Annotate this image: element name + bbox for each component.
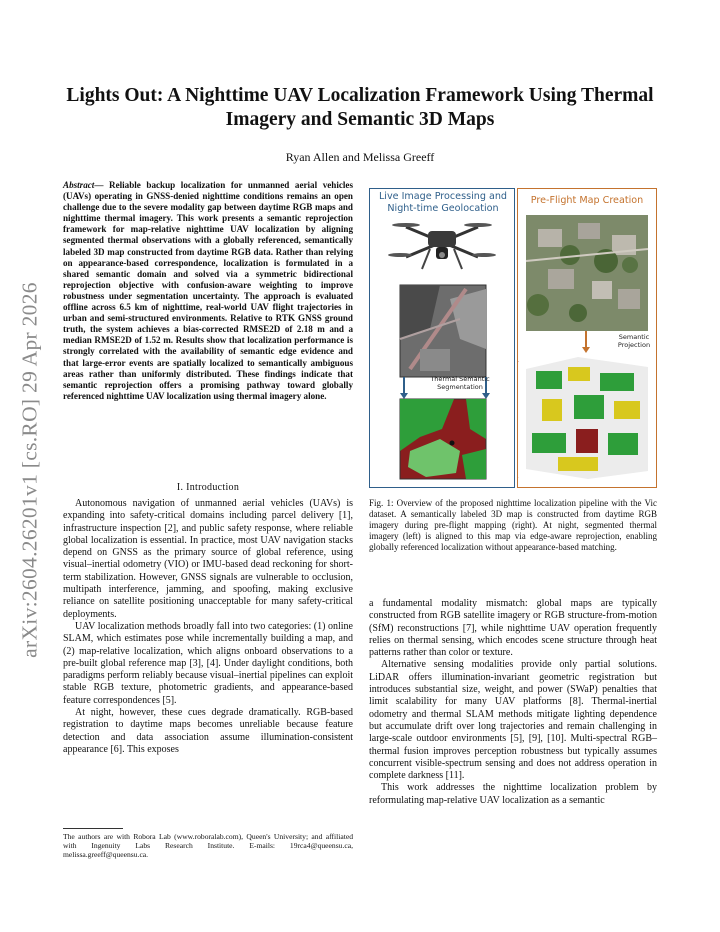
footnote: The authors are with Robora Lab (www.roboralab.com), Queen's University; and affiliated with Ingenuity Labs Research Institute. E-mails: 19rca4@queensu.ca, melissa.greeff@queensu.ca. [63,832,353,860]
arxiv-identifier: arXiv:2604.26201v1 [cs.RO] 29 Apr 2026 [17,282,42,658]
thermal-segmentation-label: Thermal Semantic Segmentation [430,375,490,391]
figure-right-panel [517,188,657,488]
figure-right-label: Pre-Flight Map Creation [530,195,644,206]
left-panel-graphics [370,189,514,485]
paragraph: a fundamental modality mismatch: global maps are typically constructed from RGB satellite imagery or RGB structure-from-motion (SfM) reconstructions [7], while nighttime UAV operation frequently relies on thermal sensing, which encodes scene structure through heat patterns rather than color or texture. [369,598,657,659]
paragraph: Autonomous navigation of unmanned aerial vehicles (UAVs) is expanding into safety-critical domains including parcel delivery [1], infrastructure inspection [2], and public safety response, where reliable global localization is essential. In practice, most UAV navigation stacks depend on GNSS as the primary source of global reference, using visual–inertial odometry (VIO) or IMU-based dead reckoning for short-term stabilization. However, GNSS signals are vulnerable to occlusion, multipath interference, jamming, and spoofing, making exclusive reliance on satellite positioning unacceptable for many safety-critical deployments. [63,498,353,620]
paragraph: UAV localization methods broadly fall into two categories: (1) online SLAM, which estimates pose while incrementally building a map, and (2) map-relative localization, which aligns onboard observations to a pre-built global reference map [3], [4]. Under daylight conditions, both paradigms perform reliably because visual–inertial pipelines can exploit stable RGB texture, photometric gradients, and appearance-based feature correspondences [5]. [63,620,353,706]
segmentation-image [400,399,486,479]
semantic-map [526,357,648,479]
drone-icon [388,223,496,269]
thermal-image [400,285,486,377]
paper-title: Lights Out: A Nighttime UAV Localization Framework Using Thermal Imagery and Semantic 3D Maps [66,85,654,130]
abstract-label: Abstract [63,180,95,190]
paper-authors: Ryan Allen and Melissa Greeff [285,150,435,164]
paragraph: Alternative sensing modalities provide only partial solutions. LiDAR offers illumination-invariant geometric registration but introduces substantial size, weight, and power (SWaP) penalties that limit scalability for many UAV platforms [8]. Thermal-inertial odometry and thermal SLAM methods mitigate lighting dependence but accumulate drift over long trajectories and remain challenging in large-scale outdoor environments [5], [9], [10]. Multi-spectral RGB–thermal fusion improves perception robustness but typically assumes concurrent visible-spectrum sensing and does not address operation in complete darkness [11]. [369,659,657,782]
left-column-body [63,498,353,756]
section-heading: I. Introduction [176,482,240,493]
figure-left-panel [369,188,515,488]
right-column-body [369,598,657,807]
semantic-projection-label: Semantic Projection [617,333,651,349]
abstract [63,180,353,402]
abstract-text: — Reliable backup localization for unmanned aerial vehicles (UAVs) operating in GNSS-denied nighttime conditions remains an open challenge due to the severe modality gap between daytime RGB maps and nighttime thermal imagery. This work presents a semantic reprojection framework for map-relative nighttime UAV localization by aligning segmented thermal observations with a globally referenced, semantically labeled 3D map constructed from daytime RGB data. Rather than relying on appearance-based correspondence, localization is formulated in a shared semantic domain and solved via a symmetric bidirectional reprojection objective with confusion-aware weighting to improve robustness under segmentation uncertainty. The approach is evaluated offline across 6.5 km of nighttime, real-world UAV flight trajectories in urban and semi-structured environments. Relative to RTK GNSS ground truth, the system achieves a bias-corrected RMSE2D of 2.18 m and a median RMSE2D of 1.52 m. Results show that localization performance is strongly correlated with the availability of semantic edge evidence and that large-error events are spatially localized to semantically ambiguous areas rather than uniformly distributed. These findings indicate that semantic reprojection offers a promising pathway toward globally referenced nighttime UAV localization using thermal imagery alone. [63,180,353,401]
figure-left-label: Live Image Processing and Night-time Geolocation [378,191,508,214]
paragraph: At night, however, these cues degrade dramatically. RGB-based registration to daytime maps becomes unreliable because feature detection and data association assume illumination-consistent appearance [6]. This exposes [63,707,353,755]
figure-caption: Fig. 1: Overview of the proposed nighttime localization pipeline with the Vic dataset. A semantically labeled 3D map is constructed from daytime RGB imagery during pre-flight mapping (right). At night, segmented thermal imagery (left) is aligned to this map via edge-aware reprojection, enabling globally referenced localization without appearance-based matching. [369,498,657,552]
paragraph: This work addresses the nighttime localization problem by reformulating map-relative UAV localization as a semantic [369,782,657,806]
figure-1 [369,188,657,490]
arxiv-sidebar [10,250,50,690]
rgb-map [526,215,648,331]
footnote-rule [63,828,123,829]
